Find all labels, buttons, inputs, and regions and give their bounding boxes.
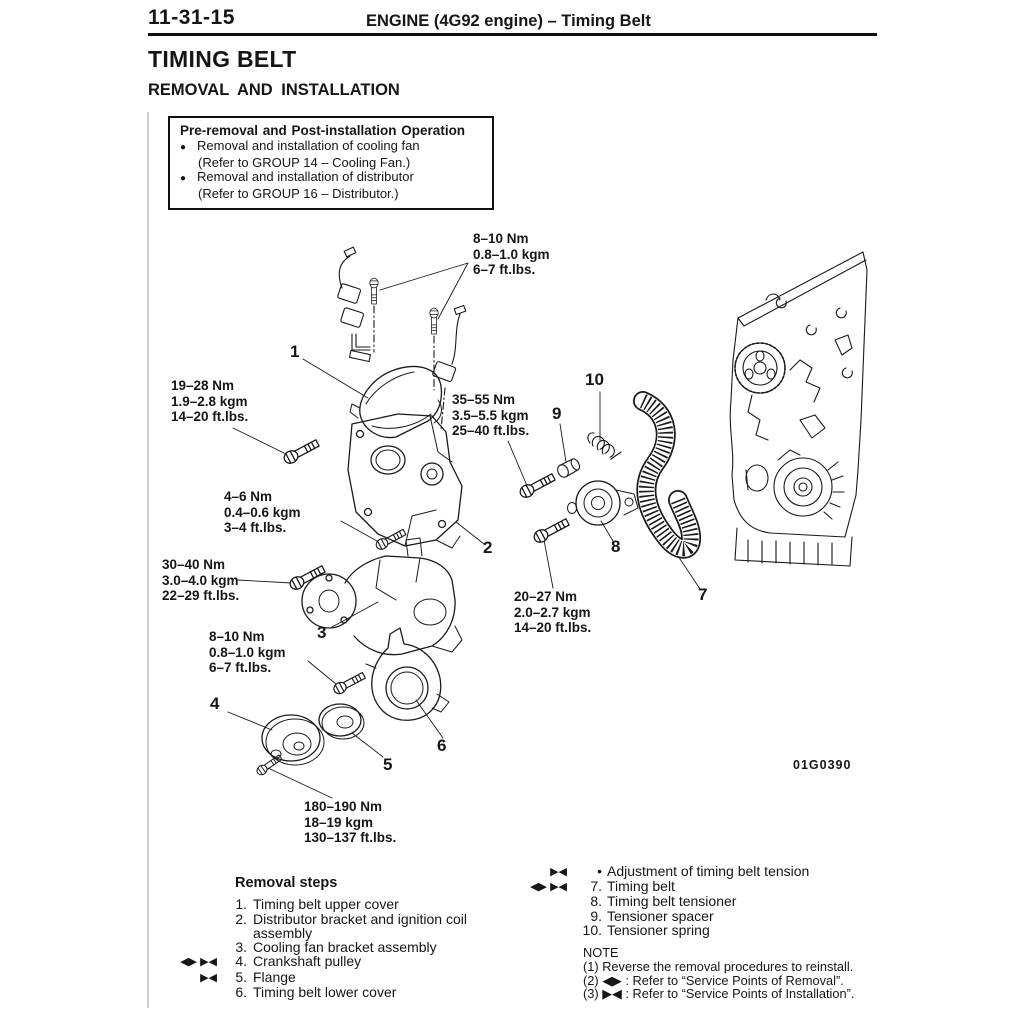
part-crankshaft-pulley: [255, 715, 324, 777]
pre-op-item: [180, 139, 484, 156]
step-row: 8. Timing belt tensioner: [523, 894, 883, 908]
marker-symbols: [168, 985, 217, 986]
marker-symbols: ◀▶ ▶◀: [530, 881, 567, 894]
header-title: ENGINE (4G92 engine) – Timing Belt: [366, 12, 651, 30]
marker-symbols: [523, 894, 567, 895]
step-row: ▶◀ 5. Flange: [168, 970, 508, 985]
torque-label: 8–10 Nm 0.8–1.0 kgm 6–7 ft.lbs.: [209, 629, 286, 675]
marker-symbols: [523, 909, 567, 910]
pre-op-box: [168, 116, 494, 210]
adjustment-row: ▶◀ • Adjustment of timing belt tension: [523, 864, 883, 879]
marker-symbols: [168, 912, 217, 913]
part-tensioner: [568, 481, 639, 525]
note-line: (1) Reverse the removal procedures to reinstall.: [583, 959, 854, 975]
torque-label: 4–6 Nm 0.4–0.6 kgm 3–4 ft.lbs.: [224, 489, 301, 535]
part-flange: [319, 704, 364, 739]
note-title: NOTE: [583, 945, 619, 960]
part-number-label: 2: [483, 538, 493, 557]
page-number: 11-31-15: [148, 6, 235, 29]
bullet-icon: ●: [180, 173, 187, 184]
marker-symbols: ◀▶ ▶◀: [180, 956, 217, 969]
part-tensioner-spring: [588, 433, 621, 459]
part-timing-belt: [643, 401, 691, 549]
part-number-label: 4: [210, 694, 220, 713]
part-number-label: 7: [698, 585, 708, 604]
marker-symbols: ▶◀: [550, 866, 567, 878]
torque-label: 30–40 Nm 3.0–4.0 kgm 22–29 ft.lbs.: [162, 557, 240, 603]
part-number-label: 6: [437, 736, 447, 755]
header-rule: [148, 33, 877, 36]
step-row: ◀▶ ▶◀ 7. Timing belt: [523, 879, 883, 894]
pre-op-title: Pre-removal and Post-installation Operation: [180, 123, 466, 138]
step-row: ◀▶ ▶◀ 4. Crankshaft pulley: [168, 954, 508, 969]
part-upper-cover: [350, 367, 441, 438]
engine-block: [730, 252, 867, 566]
step-row: 1. Timing belt upper cover: [168, 897, 508, 911]
bullet-icon: •: [597, 863, 602, 879]
step-row: 9. Tensioner spacer: [523, 909, 883, 923]
part-lower-cover: [366, 628, 449, 720]
part-number-label: 10: [585, 370, 604, 389]
torque-label: 20–27 Nm 2.0–2.7 kgm 14–20 ft.lbs.: [514, 589, 592, 635]
step-row: 2. Distributor bracket and ignition coil assembly: [168, 912, 508, 941]
marker-symbols: [168, 897, 217, 898]
marker-symbols: [168, 940, 217, 941]
ignition-coil-parts: [337, 247, 465, 430]
figure-code: 01G0390: [793, 758, 852, 772]
part-distributor-bracket: [348, 414, 462, 548]
part-number-label: 3: [317, 623, 327, 642]
removal-steps: [168, 876, 508, 999]
marker-symbols: ▶◀: [200, 971, 217, 984]
note-line: (3) ▶◀ : Refer to “Service Points of Installation”.: [583, 986, 855, 1002]
pre-op-item: [180, 170, 484, 187]
part-tensioner-spacer: [556, 457, 582, 479]
page-title: TIMING BELT: [148, 46, 297, 72]
pre-op-item-ref: (Refer to GROUP 14 – Cooling Fan.): [198, 154, 411, 170]
part-number-label: 5: [383, 755, 393, 774]
bolts: [282, 438, 570, 696]
torque-label: 35–55 Nm 3.5–5.5 kgm 25–40 ft.lbs.: [452, 392, 530, 438]
right-parts-list: [523, 864, 883, 937]
torque-label: 180–190 Nm 18–19 kgm 130–137 ft.lbs.: [304, 799, 397, 845]
note-block: [583, 946, 903, 1001]
pre-op-item-text: Removal and installation of cooling fan: [197, 138, 420, 153]
note-line: (2) ◀▶ : Refer to “Service Points of Removal”.: [583, 972, 844, 988]
removal-steps-title: Removal steps: [235, 875, 338, 891]
step-row: 6. Timing belt lower cover: [168, 985, 508, 999]
marker-symbols: [523, 923, 567, 924]
step-row: 3. Cooling fan bracket assembly: [168, 940, 508, 954]
pre-op-item-text: Removal and installation of distributor: [197, 169, 414, 184]
torque-label: 8–10 Nm 0.8–1.0 kgm 6–7 ft.lbs.: [473, 231, 550, 277]
pre-op-item-ref: (Refer to GROUP 16 – Distributor.): [198, 185, 399, 201]
step-row: 10. Tensioner spring: [523, 923, 883, 937]
subsection-title: REMOVAL AND INSTALLATION: [148, 81, 400, 99]
torque-label: 19–28 Nm 1.9–2.8 kgm 14–20 ft.lbs.: [171, 378, 249, 424]
bullet-icon: ●: [180, 142, 187, 153]
part-number-label: 1: [290, 342, 300, 361]
part-number-label: 9: [552, 404, 562, 423]
part-number-label: 8: [611, 537, 621, 556]
